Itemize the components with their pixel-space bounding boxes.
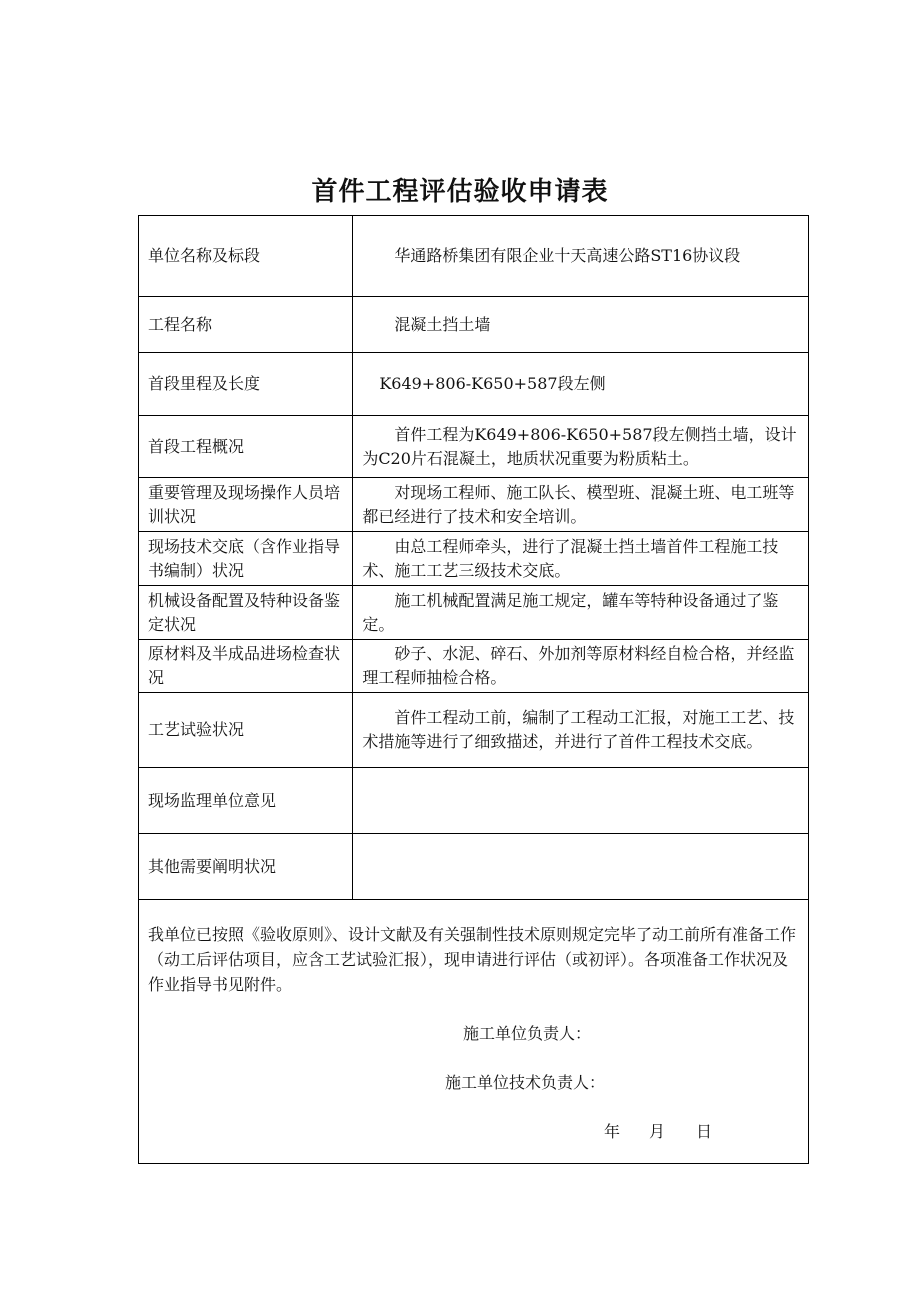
row-label: 工艺试验状况: [139, 693, 353, 768]
row-label: 工程名称: [139, 297, 353, 353]
row-label: 现场技术交底（含作业指导书编制）状况: [139, 532, 353, 586]
row-value-text: 首件工程动工前，编制了工程动工汇报，对施工工艺、技术措施等进行了细致描述，并进行了首件工程技术交底。: [362, 708, 795, 751]
form-row-other-notes: [139, 834, 809, 900]
row-value-text: 首件工程为K649+806-K650+587段左侧挡土墙，设计为C20片石混凝土，地质状况重要为粉质粘土。: [362, 424, 797, 468]
row-value: [353, 416, 809, 478]
contractor-tech-lead-signature: 施工单位技术负责人：: [445, 1073, 606, 1092]
row-value: [353, 297, 809, 353]
form-row-supervisor-opinion: [139, 768, 809, 834]
form-row-briefing: [139, 532, 809, 586]
row-label: 其他需要阐明状况: [139, 834, 353, 900]
row-label: 首段工程概况: [139, 416, 353, 478]
row-label: 首段里程及长度: [139, 353, 353, 416]
form-row-unit: [139, 216, 809, 297]
row-value-empty: [353, 834, 809, 900]
form-row-overview: [139, 416, 809, 478]
contractor-lead-signature: 施工单位负责人：: [463, 1024, 592, 1043]
form-row-training: [139, 478, 809, 532]
row-value: [353, 532, 809, 586]
row-value: [353, 640, 809, 693]
row-value-text: 华通路桥集团有限企业十天高速公路ST16协议段: [394, 246, 741, 265]
form-footer-row: [139, 900, 809, 1164]
row-value: [353, 586, 809, 640]
row-value-text: 由总工程师牵头，进行了混凝土挡土墙首件工程施工技术、施工工艺三级技术交底。: [362, 536, 779, 580]
date-month: 月: [649, 1122, 666, 1141]
page-title: 首件工程评估验收申请表: [311, 177, 609, 207]
row-label: 原材料及半成品进场检查状况: [139, 640, 353, 693]
row-value: [353, 693, 809, 768]
row-label: 重要管理及现场操作人员培训状况: [139, 478, 353, 532]
row-label: 单位名称及标段: [139, 216, 353, 297]
date-day: 日: [696, 1122, 713, 1141]
form-row-materials: [139, 640, 809, 693]
application-statement: 我单位已按照《验收原则》、设计文献及有关强制性技术原则规定完毕了动工前所有准备工作（动工后评估项目，应含工艺试验汇报），现申请进行评估（或初评）。各项准备工作状况及作业指导书见附件。: [148, 925, 797, 994]
row-value-text: 混凝土挡土墙: [394, 314, 491, 334]
row-value-text: 砂子、水泥、碎石、外加剂等原材料经自检合格，并经监理工程师抽检合格。: [362, 644, 795, 687]
form-row-project-name: [139, 297, 809, 353]
row-value: [353, 478, 809, 532]
row-value: [353, 216, 809, 297]
footer-cell: [139, 900, 809, 1164]
form-row-equipment: [139, 586, 809, 640]
row-value-empty: [353, 768, 809, 834]
row-label: 机械设备配置及特种设备鉴定状况: [139, 586, 353, 640]
row-value-text: 对现场工程师、施工队长、模型班、混凝土班、电工班等都已经进行了技术和安全培训。: [362, 482, 795, 526]
form-row-mileage: [139, 353, 809, 416]
row-value: K649+806-K650+587段左侧: [353, 353, 809, 416]
form-row-process-test: [139, 693, 809, 768]
application-form-table: [138, 215, 809, 1164]
date-year: 年: [604, 1122, 621, 1141]
row-value-text: 施工机械配置满足施工规定，罐车等特种设备通过了鉴定。: [362, 590, 779, 634]
row-label: 现场监理单位意见: [139, 768, 353, 834]
